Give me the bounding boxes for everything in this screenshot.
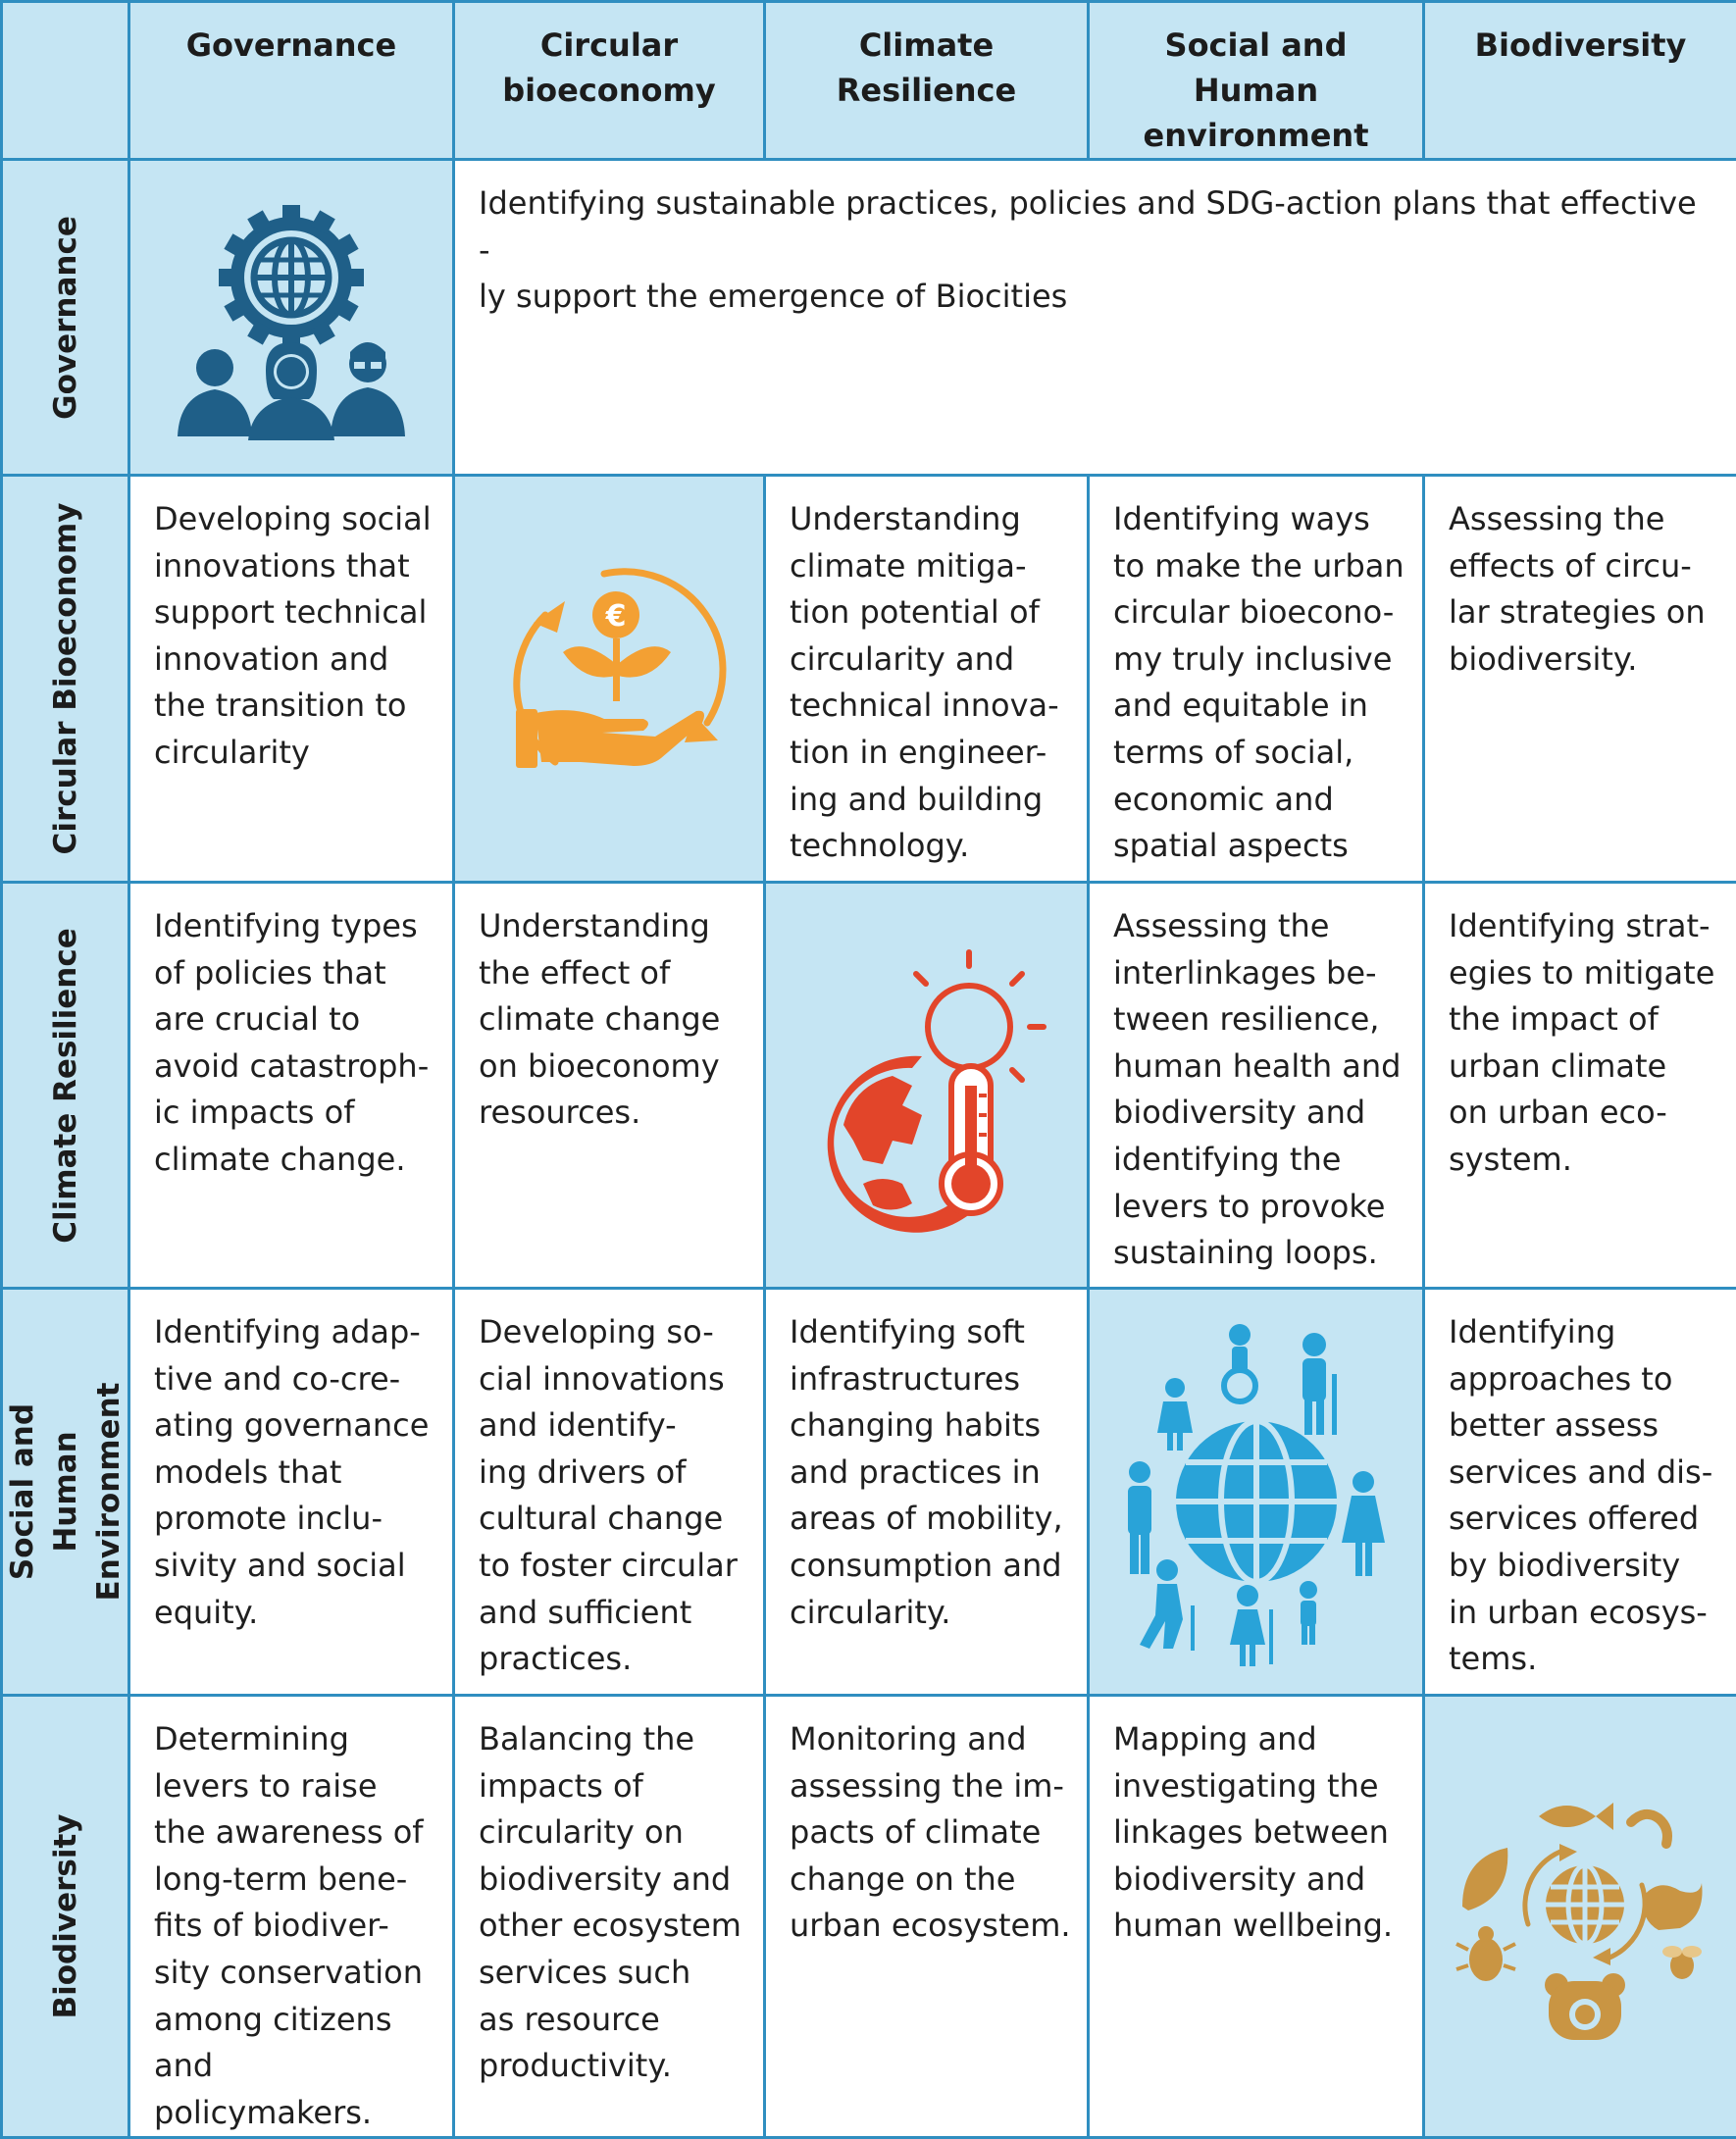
cell-social-biodiversity: Identifying approaches to better assess services and dis- services offered by biodiversity in urban ecosys- tems. <box>1424 1289 1736 1696</box>
social-human-icon-cell <box>1089 1289 1424 1696</box>
globe-animals-cycle-icon <box>1449 1789 1713 2044</box>
hand-plant-euro-cycle-icon <box>486 566 732 791</box>
cell-circular-social: Identifying ways to make the urban circular bioecono- my truly inclusive and equitable in terms of social, economic and spatial aspects <box>1089 476 1424 883</box>
governance-row-description: Identifying sustainable practices, policies and SDG-action plans that effective - ly support the emergence of Biocities <box>454 160 1736 476</box>
globe-diverse-people-icon <box>1124 1315 1389 1668</box>
globe-gear-people-icon <box>164 195 419 440</box>
column-header-governance: Governance <box>129 2 454 160</box>
cell-biodiversity-climate: Monitoring and assessing the im- pacts of climate change on the urban ecosystem. <box>765 1696 1089 2138</box>
cell-social-circular: Developing so- cial innovations and identify- ing drivers of cultural change to foster circular and sufficient practices. <box>454 1289 765 1696</box>
cell-circular-climate: Understanding climate mitiga- tion potential of circularity and technical innova- tion in engineer- ing and building technology. <box>765 476 1089 883</box>
cell-biodiversity-social: Mapping and investigating the linkages between biodiversity and human wellbeing. <box>1089 1696 1424 2138</box>
cell-circular-governance: Developing social innovations that support technical innovation and the transition to circularity <box>129 476 454 883</box>
cell-social-governance: Identifying adap- tive and co-cre- ating governance models that promote inclu- sivity and social equity. <box>129 1289 454 1696</box>
earth-sun-thermometer-icon <box>804 939 1049 1233</box>
cell-climate-social: Assessing the interlinkages be- tween resilience, human health and biodiversity and identifying the levers to provoke sustaining loops. <box>1089 883 1424 1289</box>
column-header-climate-resilience: Climate Resilience <box>765 2 1089 160</box>
biodiversity-icon-cell <box>1424 1696 1736 2138</box>
row-header-circular-bioeconomy: Circular Bioeconomy <box>2 476 129 883</box>
cell-biodiversity-circular: Balancing the impacts of circularity on biodiversity and other ecosystem services such as resource productivity. <box>454 1696 765 2138</box>
column-header-circular-bioeconomy: Circular bioeconomy <box>454 2 765 160</box>
cell-biodiversity-governance: Determining levers to raise the awareness of long-term bene- fits of biodiver- sity conservation among citizens and policymakers. <box>129 1696 454 2138</box>
column-header-social-human: Social and Human environment <box>1089 2 1424 160</box>
row-header-governance: Governance <box>2 160 129 476</box>
row-header-social-human: Social and Human Environment <box>2 1289 129 1696</box>
row-header-biodiversity: Biodiversity <box>2 1696 129 2138</box>
circular-bioeconomy-icon-cell <box>454 476 765 883</box>
cell-circular-biodiversity: Assessing the effects of circu- lar strategies on biodiversity. <box>1424 476 1736 883</box>
cell-climate-circular: Understanding the effect of climate change on bioeconomy resources. <box>454 883 765 1289</box>
row-header-climate-resilience: Climate Resilience <box>2 883 129 1289</box>
column-header-biodiversity: Biodiversity <box>1424 2 1736 160</box>
euro-symbol: € <box>605 599 627 634</box>
cell-climate-biodiversity: Identifying strat- egies to mitigate the impact of urban climate on urban eco- system. <box>1424 883 1736 1289</box>
governance-icon-cell <box>129 160 454 476</box>
climate-resilience-icon-cell <box>765 883 1089 1289</box>
cell-climate-governance: Identifying types of policies that are crucial to avoid catastroph- ic impacts of climate change. <box>129 883 454 1289</box>
corner-cell <box>2 2 129 160</box>
cell-social-climate: Identifying soft infrastructures changing habits and practices in areas of mobility, consumption and circularity. <box>765 1289 1089 1696</box>
